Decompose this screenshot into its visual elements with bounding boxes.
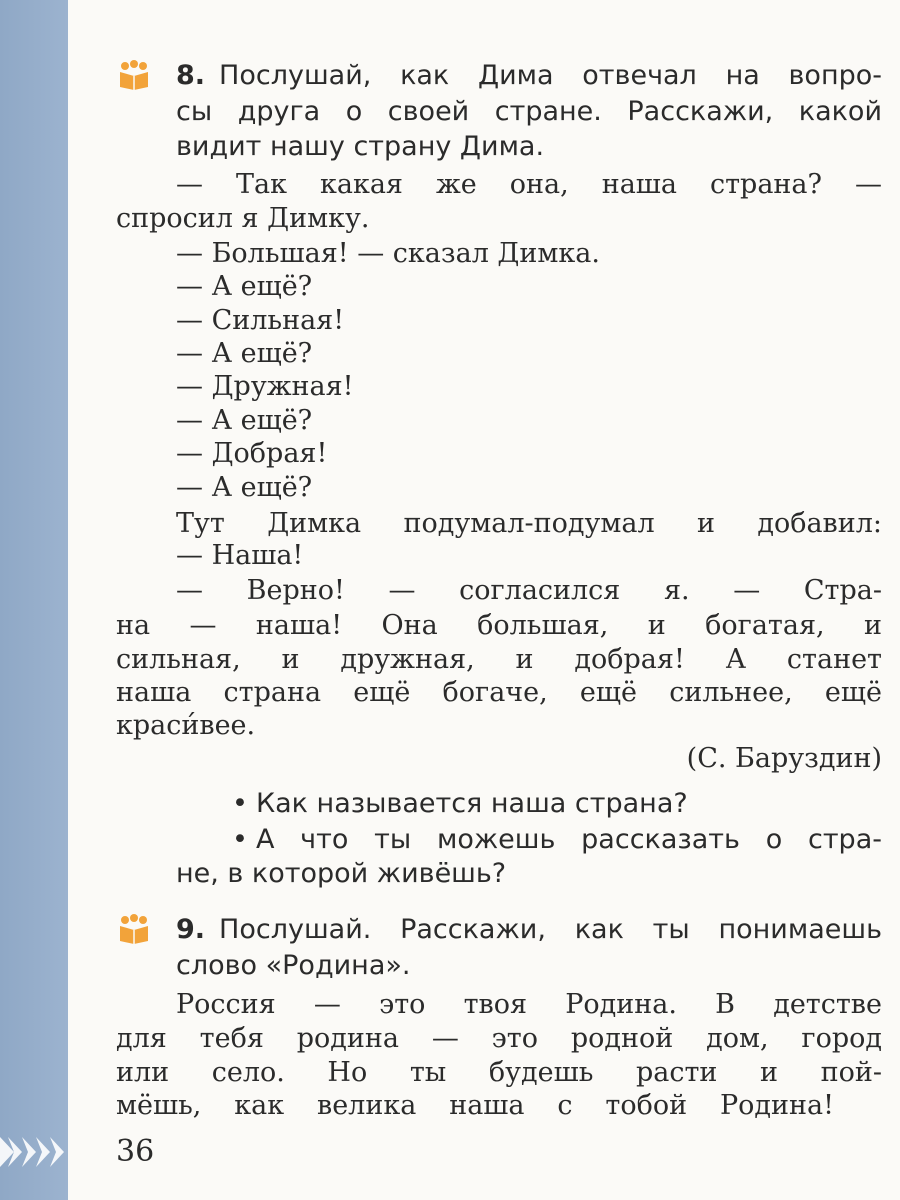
story-line: — Большая! — сказал Димка. [176, 238, 600, 269]
side-ornament [0, 1137, 68, 1167]
story-author: (С. Баруздин) [686, 743, 882, 774]
task8-prompt-text1: Послушай, как Дима отвечал на вопро- [219, 60, 882, 91]
rodina-line: или село. Но ты будешь расти и пой- [116, 1057, 882, 1088]
rodina-line: для тебя родина — это родной дом, город [116, 1023, 882, 1054]
story-line: — Добрая! [176, 438, 328, 469]
story-line: — Наша! [176, 540, 304, 571]
task9-number: 9. [176, 914, 206, 945]
story-line: сильная, и дружная, и добрая! А станет [116, 644, 882, 675]
story-line: Тут Димка подумал-подумал и добавил: [176, 508, 882, 539]
task8-prompt-line2: сы друга о своей стране. Расскажи, какой [176, 96, 882, 127]
task9-prompt-line2: слово «Родина». [176, 950, 411, 981]
question-2-line2: не, в которой живёшь? [176, 858, 507, 889]
page-number: 36 [116, 1134, 155, 1169]
story-line: — А ещё? [176, 271, 313, 302]
side-color-band [0, 0, 68, 1200]
task8-prompt-line1 [176, 59, 882, 93]
task9-prompt-line1 [176, 913, 882, 947]
story-line: — А ещё? [176, 405, 313, 436]
story-line: — Сильная! [176, 305, 345, 336]
story-line: наша страна ещё богаче, ещё сильнее, ещё [116, 677, 882, 708]
question-2-line1: • А что ты можешь рассказать о стра- [232, 823, 882, 857]
question-1: • Как называется наша страна? [232, 787, 688, 821]
listen-book-icon [118, 914, 150, 944]
story-line: на — наша! Она большая, и богатая, и [116, 610, 882, 641]
story-line: спросил я Димку. [116, 203, 370, 234]
story-line: краси́вее. [116, 710, 256, 741]
task8-prompt-line3: видит нашу страну Дима. [176, 131, 545, 162]
task8-number: 8. [176, 60, 206, 91]
listen-book-icon [118, 60, 150, 90]
story-line: — Верно! — согласился я. — Стра- [176, 575, 882, 606]
task9-prompt-text1: Послушай. Расскажи, как ты понимаешь [219, 914, 882, 945]
rodina-line: мёшь, как велика наша с тобой Родина! [116, 1090, 834, 1121]
story-line: — А ещё? [176, 338, 313, 369]
story-line: — Дружная! [176, 371, 354, 402]
story-line: — А ещё? [176, 472, 313, 503]
rodina-line: Россия — это твоя Родина. В детстве [176, 989, 882, 1020]
story-line: — Так какая же она, наша страна? — [176, 169, 882, 200]
